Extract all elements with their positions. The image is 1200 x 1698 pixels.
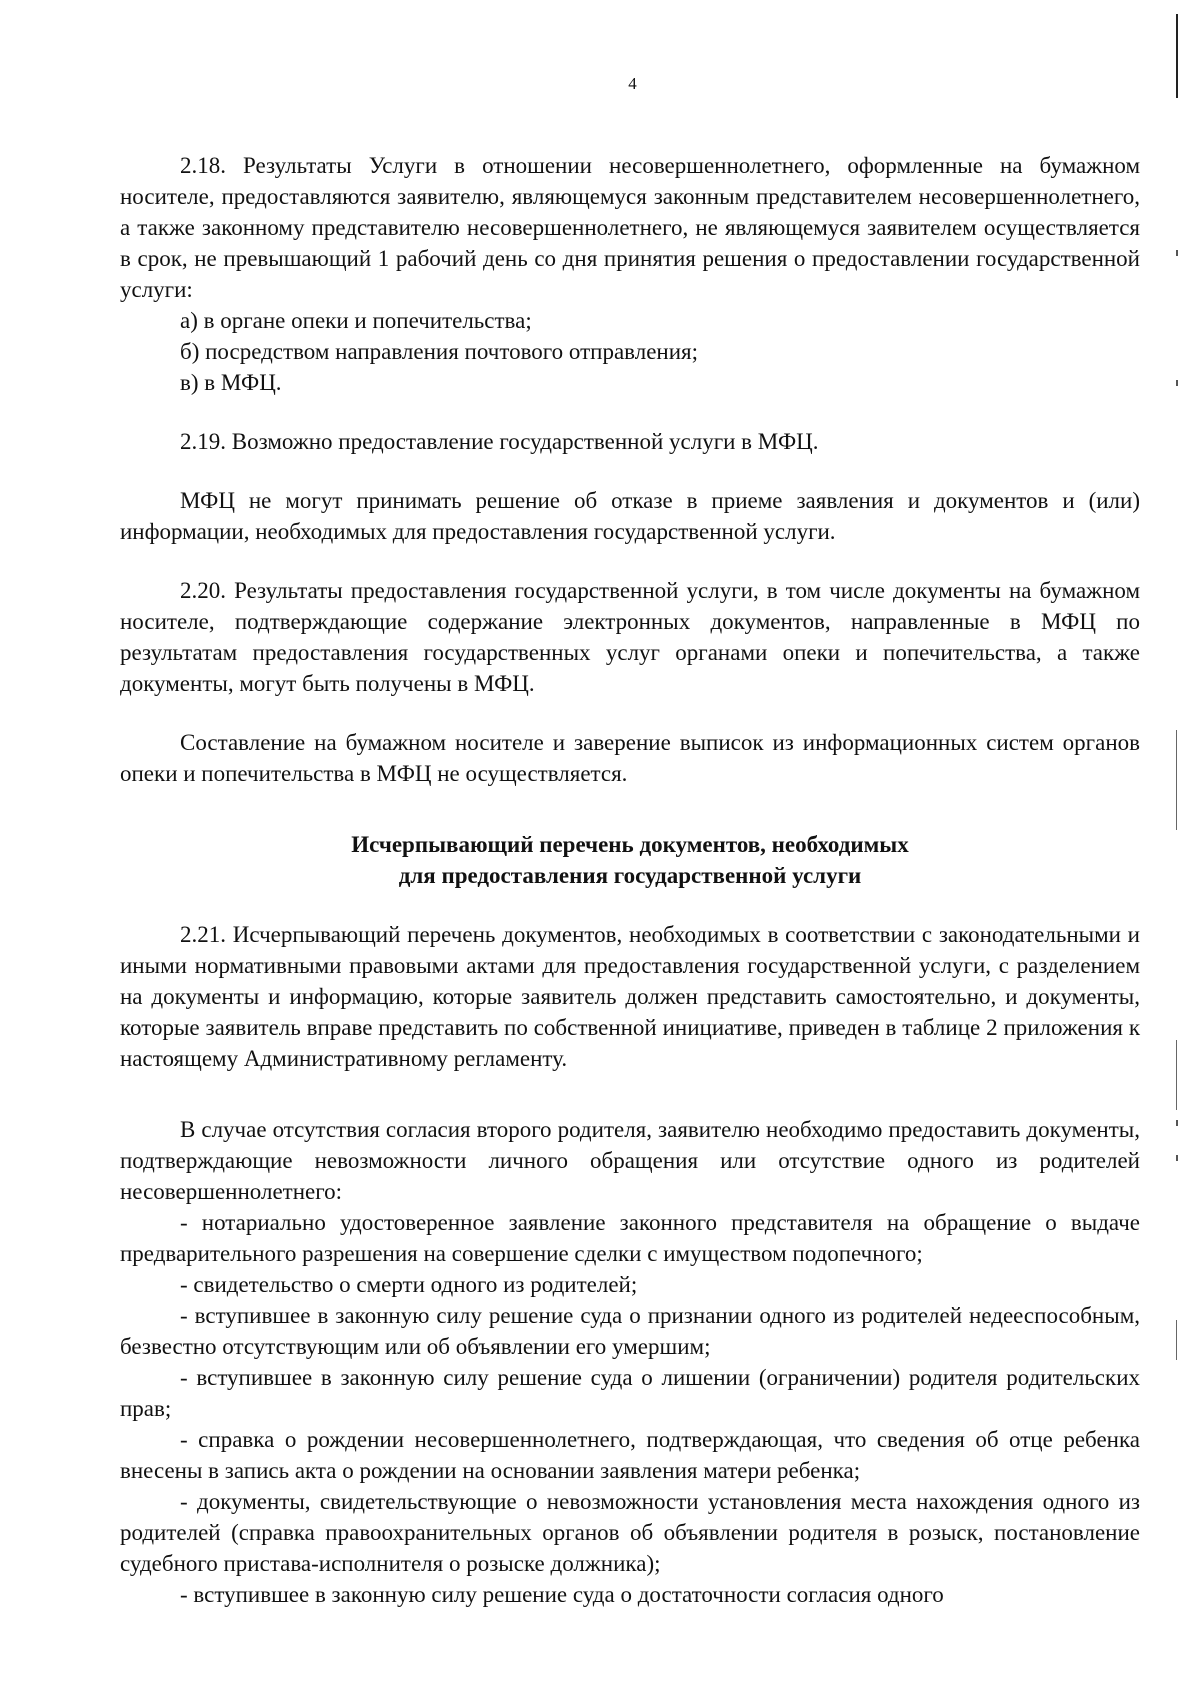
paragraph-2-18: 2.18. Результаты Услуги в отношении несовершеннолетнего, оформленные на бумажном носителе, предоставляются заявителю, являющемуся законным представителем несовершеннолетнего, а также законному представителю несовершеннолетнего, не являющемуся заявителем осуществляется в срок, не превышающий 1 рабочий день со дня принятия решения о предоставлении государственной услуги: [120, 153, 1140, 302]
list-item-v: в) в МФЦ. [180, 370, 282, 395]
paragraph-compose: Составление на бумажном носителе и заверение выписок из информационных систем органов опеки и попечительства в МФЦ не осуществляется. [120, 730, 1140, 786]
scan-edge-mark [1176, 1155, 1178, 1161]
list-item-a: а) в органе опеки и попечительства; [180, 308, 532, 333]
scan-edge-mark [1176, 250, 1178, 256]
document-body [120, 150, 1140, 1610]
paragraph-absence: В случае отсутствия согласия второго родителя, заявителю необходимо предоставить документы, подтверждающие невозможности личного обращения или отсутствие одного из родителей несовершеннолетнего: [120, 1117, 1140, 1204]
scan-edge-line [1176, 1320, 1177, 1360]
paragraph-2-20: 2.20. Результаты предоставления государственной услуги, в том числе документы на бумажном носителе, подтверждающие содержание электронных документов, направленные в МФЦ по результатам предоставления государственных услуг органами опеки и попечительства, а также документы, могут быть получены в МФЦ. [120, 578, 1140, 696]
list-item: - нотариально удостоверенное заявление законного представителя на обращение о выдаче предварительного разрешения на совершение сделки с имуществом подопечного; [120, 1210, 1140, 1266]
scan-edge-line [1176, 14, 1178, 98]
scan-edge-line [1176, 730, 1177, 830]
scan-edge-mark [1176, 380, 1178, 386]
list-item: - справка о рождении несовершеннолетнего, подтверждающая, что сведения об отце ребенка внесены в запись акта о рождении на основании заявления матери ребенка; [120, 1427, 1140, 1483]
list-item: - документы, свидетельствующие о невозможности установления места нахождения одного из родителей (справка правоохранительных органов об объявлении родителя в розыск, постановление судебного пристава-исполнителя о розыске должника); [120, 1489, 1140, 1576]
list-item: - вступившее в законную силу решение суда о достаточности согласия одного [180, 1582, 944, 1607]
list-item-b: б) посредством направления почтового отправления; [180, 339, 698, 364]
list-item: - вступившее в законную силу решение суда о лишении (ограничении) родителя родительских прав; [120, 1365, 1140, 1421]
scan-edge-line [1176, 1040, 1177, 1110]
page-number: 4 [628, 74, 637, 93]
scan-edge-mark [1176, 1120, 1178, 1126]
section-heading-line-1: Исчерпывающий перечень документов, необходимых [351, 832, 909, 857]
paragraph-2-19: 2.19. Возможно предоставление государственной услуги в МФЦ. [180, 429, 819, 454]
list-item: - свидетельство о смерти одного из родителей; [180, 1272, 638, 1297]
section-heading-line-2: для предоставления государственной услуги [398, 863, 862, 888]
paragraph-2-21: 2.21. Исчерпывающий перечень документов, необходимых в соответствии с законодательными и иными нормативными правовыми актами для предоставления государственной услуги, с разделением на документы и информацию, которые заявитель должен представить самостоятельно, и документы, которые заявитель вправе представить по собственной инициативе, приведен в таблице 2 приложения к настоящему Административному регламенту. [120, 922, 1140, 1071]
list-item: - вступившее в законную силу решение суда о признании одного из родителей недееспособным, безвестно отсутствующим или об объявлении его умершим; [120, 1303, 1140, 1359]
paragraph-mfc: МФЦ не могут принимать решение об отказе в приеме заявления и документов и (или) информации, необходимых для предоставления государственной услуги. [120, 488, 1140, 544]
